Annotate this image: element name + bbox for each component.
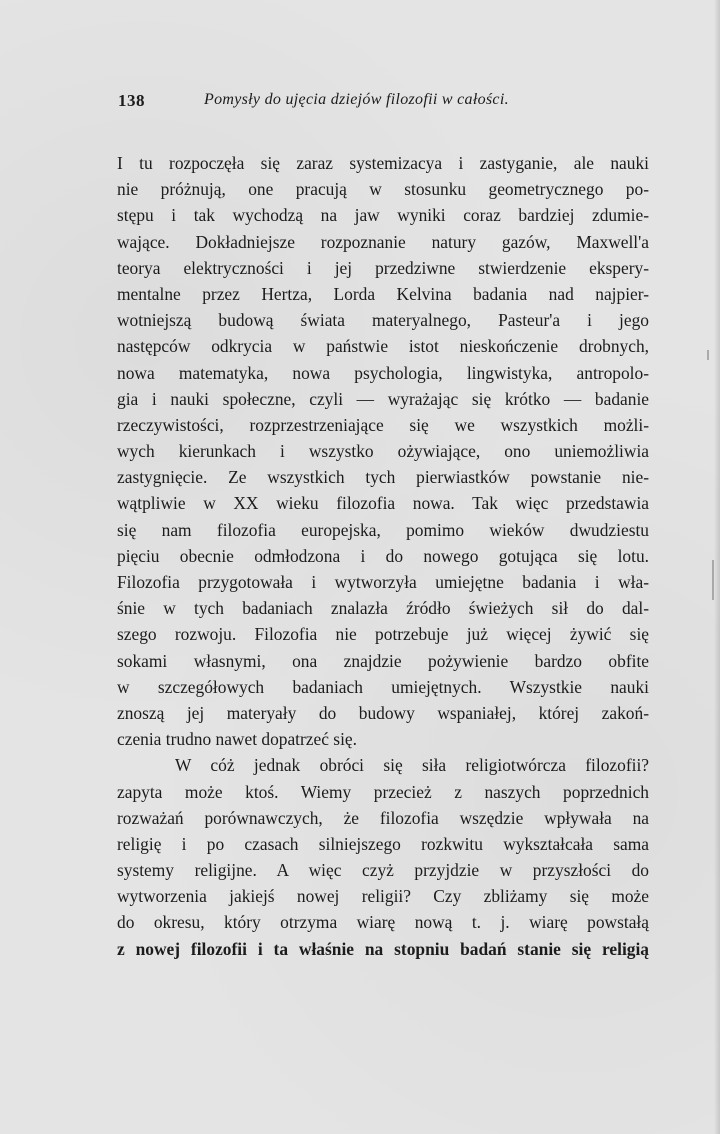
page-edge-shadow (714, 0, 720, 1134)
text-line: rozważań porównawczych, że filozofia wszędzie wpływała na (117, 807, 649, 828)
text-line: mentalne przez Hertza, Lorda Kelvina badania nad najpier- (117, 283, 649, 304)
text-line: następców odkrycia w państwie istot nieskończenie drobnych, (117, 336, 649, 357)
text-line: do okresu, który otrzyma wiarę nową t. j. wiarę powstałą (117, 912, 649, 933)
text-line: śnie w tych badaniach znalazła źródło świeżych sił do dal- (117, 598, 649, 619)
text-line: pięciu obecnie odmłodzona i do nowego gotująca się lotu. (117, 545, 649, 566)
text-line: w szczegółowych badaniach umiejętnych. Wszystkie nauki (117, 676, 649, 697)
text-line: z nowej filozofii i ta właśnie na stopniu badań stanie się religią (117, 938, 649, 959)
running-title: Pomysły do ujęcia dziejów filozofii w całości. (204, 91, 509, 108)
text-line: I tu rozpoczęła się zaraz systemizacya i zastyganie, ale nauki (117, 153, 649, 173)
body-text (117, 150, 649, 962)
text-line: religię i po czasach silniejszego rozkwitu wykształcała sama (117, 833, 649, 854)
text-line: sokami własnymi, ona znajdzie pożywienie bardzo obfite (117, 650, 649, 671)
paragraph-1 (117, 150, 649, 752)
text-line: systemy religijne. A więc czyż przyjdzie w przyszłości do (117, 860, 649, 881)
page-number: 138 (118, 91, 145, 110)
text-line: wych kierunkach i wszystko ożywiające, ono uniemożliwia (117, 441, 649, 462)
margin-mark (707, 350, 709, 360)
text-line: wątpliwie w XX wieku filozofia nowa. Tak więc przedstawia (117, 493, 649, 514)
text-line: stępu i tak wychodzą na jaw wyniki coraz bardziej zdumie- (117, 205, 649, 226)
text-line: wytworzenia jakiejś nowej religii? Czy zbliżamy się może (117, 886, 649, 907)
text-line: nowa matematyka, nowa psychologia, lingwistyka, antropolo- (117, 362, 649, 383)
margin-mark (712, 560, 714, 600)
text-line: czenia trudno nawet dopatrzeć się. (117, 729, 357, 750)
text-line: wające. Dokładniejsze rozpoznanie natury gazów, Maxwell'a (117, 231, 649, 252)
text-line: gia i nauki społeczne, czyli — wyrażając się krótko — badanie (117, 388, 649, 409)
text-line: Filozofia przygotowała i wytworzyła umiejętne badania i wła- (117, 572, 649, 592)
text-line: się nam filozofia europejska, pomimo wieków dwudziestu (117, 519, 649, 540)
page-header (118, 91, 658, 117)
paragraph-2 (117, 752, 649, 962)
text-line: znoszą jej materyały do budowy wspaniałej, której zakoń- (117, 702, 649, 723)
text-line: wotniejszą budową świata materyalnego, Pasteur'a i jego (117, 310, 649, 331)
text-line: szego rozwoju. Filozofia nie potrzebuje już więcej żywić się (117, 624, 649, 645)
text-line: teorya elektryczności i jej przedziwne stwierdzenie ekspery- (117, 257, 649, 278)
text-line: nie próżnują, one pracują w stosunku geometrycznego po- (117, 179, 649, 200)
text-line: zastygnięcie. Ze wszystkich tych pierwiastków powstanie nie- (117, 467, 649, 488)
text-line: rzeczywistości, rozprzestrzeniające się we wszystkich możli- (117, 414, 649, 435)
text-line: W cóż jednak obróci się siła religiotwórcza filozofii? (175, 755, 649, 776)
text-line: zapyta może ktoś. Wiemy przecież z naszych poprzednich (117, 781, 649, 802)
